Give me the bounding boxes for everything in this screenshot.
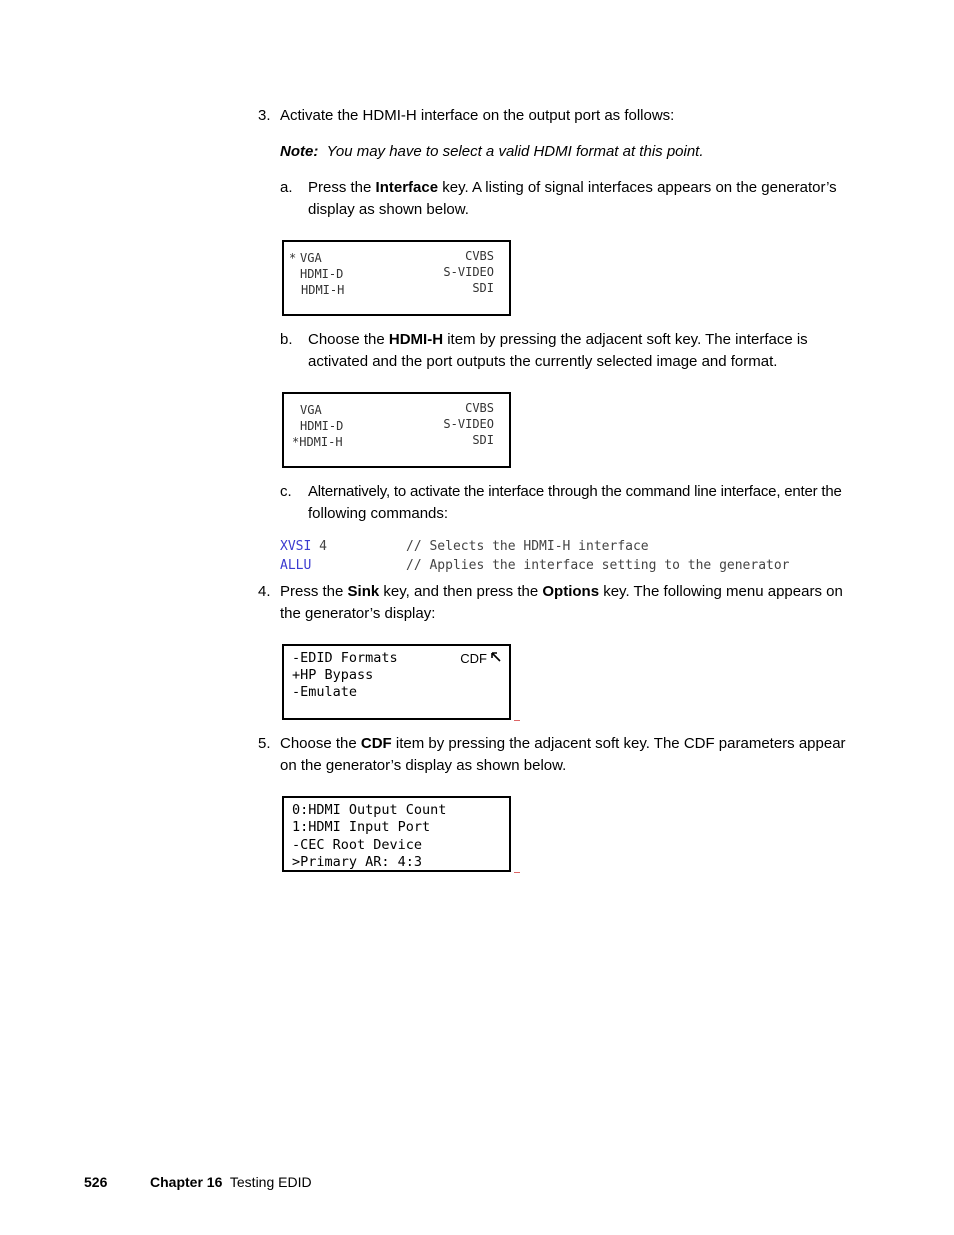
display-item: S-VIDEO (443, 265, 494, 279)
command-arg: 4 (311, 539, 327, 554)
command-keyword: XVSI (280, 539, 312, 554)
display-item: *HDMI-H (292, 435, 343, 449)
margin-mark (514, 720, 520, 721)
command-line (280, 537, 327, 556)
command-comment: // Applies the interface setting to the generator (406, 558, 790, 573)
display-item: SDI (472, 433, 494, 447)
item-name: HDMI-H (388, 331, 444, 348)
note-label: Note: (280, 143, 319, 160)
selection-star: * (289, 251, 297, 265)
substep-text: Alternatively, to activate the interface through the command line interface, enter the (308, 483, 842, 500)
step-number: 4. (258, 583, 271, 600)
display-item: SDI (472, 281, 494, 295)
generator-display-cdf-parameters (282, 796, 511, 872)
menu-item: +HP Bypass (292, 667, 374, 683)
display-item: VGA (300, 403, 322, 417)
substep-text-line2: activated and the port outputs the currently selected image and format. (308, 353, 778, 370)
text-run: Choose the (280, 735, 361, 752)
note (280, 141, 704, 163)
item-name: CDF (360, 735, 392, 752)
chapter-label: Chapter 16 (150, 1174, 223, 1190)
display-item: HDMI-H (301, 283, 345, 297)
substep-letter: a. (280, 179, 293, 196)
substep-text (308, 329, 808, 351)
display-item: HDMI-D (300, 267, 344, 281)
substep-text-line2: following commands: (308, 505, 449, 522)
parameter-item: 1:HDMI Input Port (292, 819, 431, 835)
substep-text (308, 177, 837, 199)
key-name: Options (542, 583, 600, 600)
step-text: Activate the HDMI-H interface on the output port as follows: (280, 107, 675, 124)
step-text (280, 581, 843, 603)
display-item: VGA (300, 251, 322, 265)
text-run: item by pressing the adjacent soft key. The CDF parameters appear (391, 735, 846, 752)
menu-item: -EDID Formats (292, 650, 398, 666)
display-item: S-VIDEO (443, 417, 494, 431)
command-keyword: ALLU (280, 558, 312, 573)
text-run: key. A listing of signal interfaces appears on the generator’s (438, 179, 837, 196)
substep-letter: b. (280, 331, 293, 348)
arrow-up-left-icon (491, 652, 501, 663)
display-item: CVBS (465, 401, 494, 415)
parameter-item: >Primary AR: 4:3 (292, 854, 423, 870)
running-footer (150, 1174, 312, 1190)
command-line (280, 556, 311, 575)
command-comment: // Selects the HDMI-H interface (406, 539, 649, 554)
step-text-line2: on the generator’s display as shown below. (280, 757, 567, 774)
parameter-item: -CEC Root Device (292, 837, 423, 853)
text-run: Choose the (308, 331, 389, 348)
text-run: Press the (280, 583, 348, 600)
page-number: 526 (84, 1174, 108, 1190)
step-number: 3. (258, 107, 271, 124)
chapter-title: Testing EDID (229, 1174, 312, 1190)
key-name: Interface (375, 179, 439, 196)
menu-item: -Emulate (292, 684, 358, 700)
text-run: key, and then press the (379, 583, 543, 600)
generator-display-options-menu (282, 644, 511, 720)
generator-display-hdmi-h-selected (282, 392, 511, 468)
display-item: CVBS (465, 249, 494, 263)
display-item: HDMI-D (300, 419, 344, 433)
text-run: Press the (308, 179, 376, 196)
parameter-item: 0:HDMI Output Count (292, 802, 447, 818)
menu-item-cdf: CDF (460, 651, 487, 666)
step-number: 5. (258, 735, 271, 752)
generator-display-interfaces (282, 240, 511, 316)
text-run: key. The following menu appears on (599, 583, 843, 600)
step-text-line2: the generator’s display: (280, 605, 436, 622)
substep-text-line2: display as shown below. (308, 201, 469, 218)
note-text: You may have to select a valid HDMI format at this point. (326, 143, 704, 160)
text-run: item by pressing the adjacent soft key. The interface is (443, 331, 808, 348)
margin-mark (514, 872, 520, 873)
key-name: Sink (347, 583, 380, 600)
step-text (280, 733, 846, 755)
substep-letter: c. (280, 483, 292, 500)
